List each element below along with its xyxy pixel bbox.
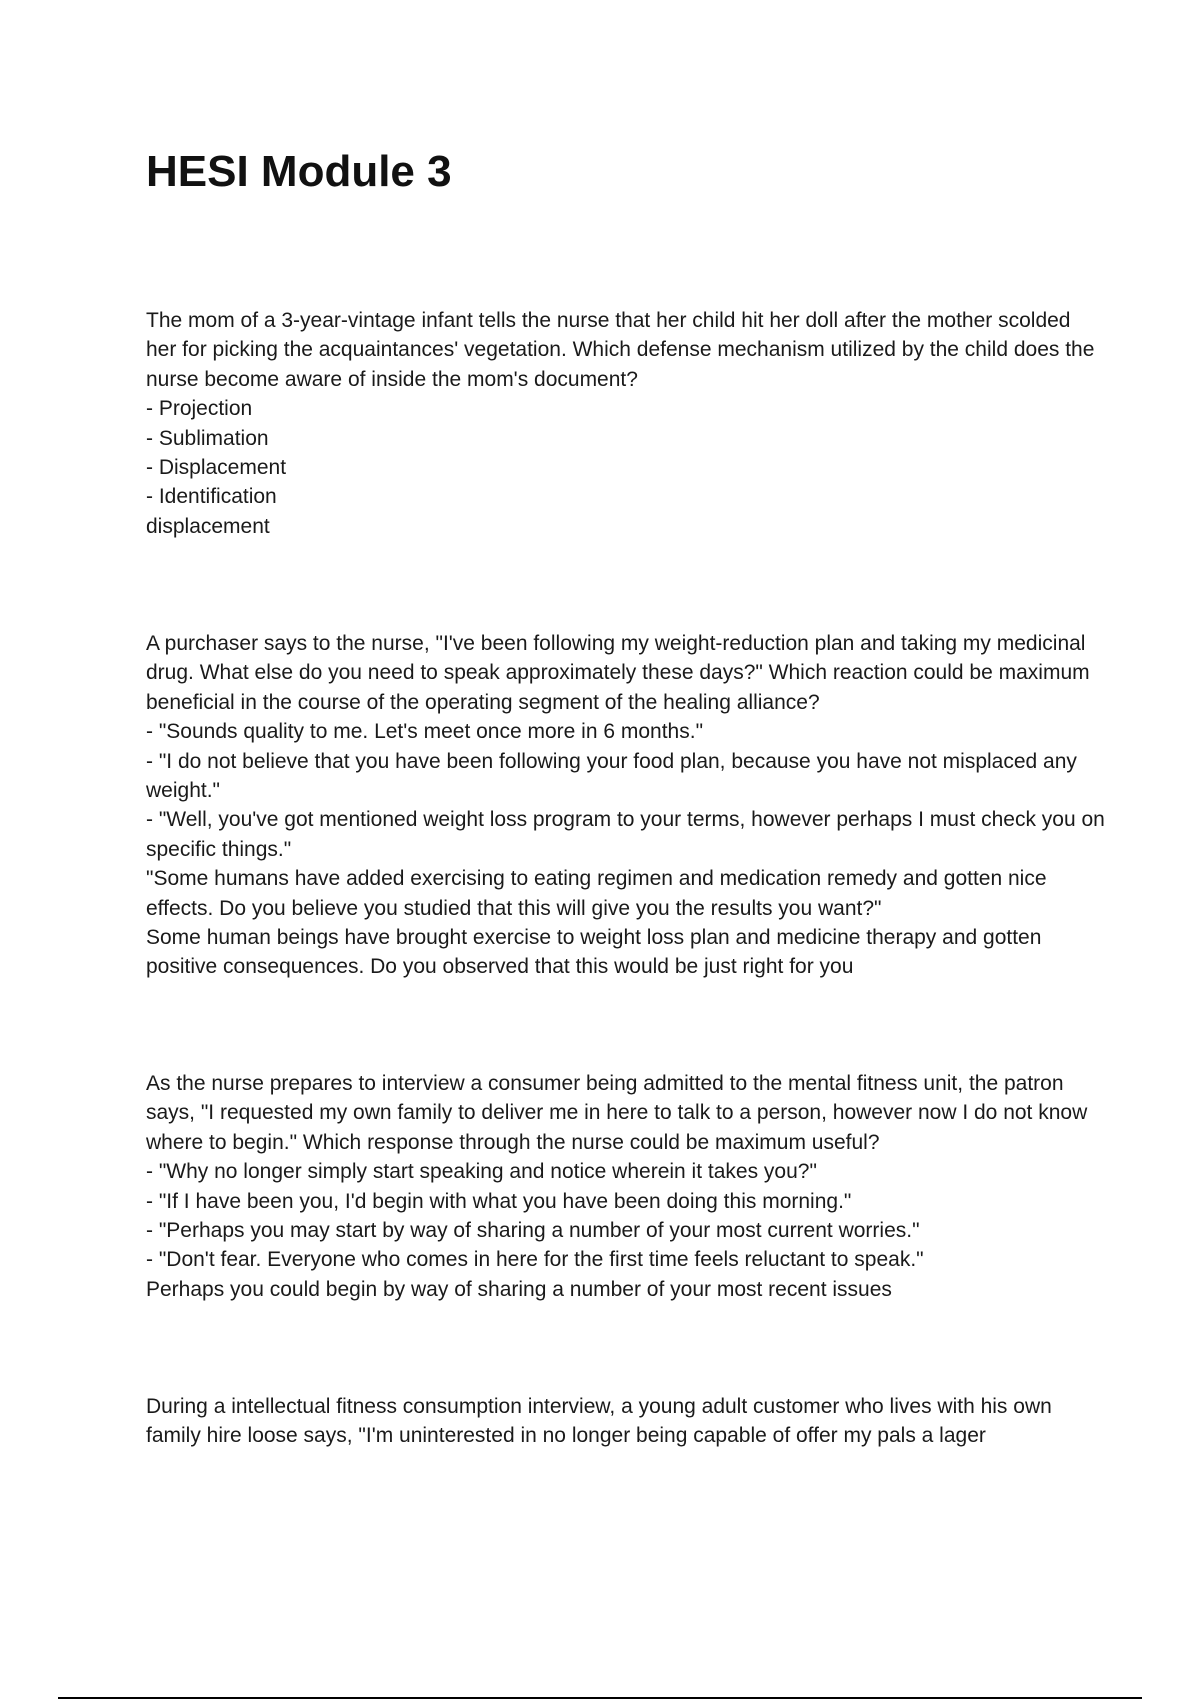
- question-block-2: [146, 629, 1106, 982]
- question-stem: As the nurse prepares to interview a consumer being admitted to the mental fitness unit, the patron says, "I requested my own family to deliver me in here to talk to a person, however now I do not know where to begin." Which response through the nurse could be maximum useful?: [146, 1072, 1088, 1154]
- question-block-1: [146, 306, 1106, 541]
- answer-option: - Displacement: [146, 456, 287, 480]
- correct-answer: displacement: [146, 514, 270, 538]
- answer-option: - "Why no longer simply start speaking and notice wherein it takes you?": [146, 1160, 817, 1184]
- question-stem: A purchaser says to the nurse, "I've been following my weight-reduction plan and taking my medicinal drug. What else do you need to speak approximately these days?" Which reaction could be maximum beneficial in the course of the operating segment of the healing alliance?: [146, 632, 1090, 714]
- answer-option: - Sublimation: [146, 426, 269, 450]
- question-stem: During a intellectual fitness consumption interview, a young adult customer who lives with his own family hire loose says, "I'm uninterested in no longer being capable of offer my pals a lager: [146, 1395, 1052, 1448]
- answer-option: - Projection: [146, 397, 253, 421]
- answer-option: - Identification: [146, 485, 277, 509]
- page-bottom-divider: [58, 1697, 1142, 1699]
- answer-option: - "Well, you've got mentioned weight loss program to your terms, however perhaps I must check you on specific things.": [146, 808, 1105, 861]
- correct-answer: Some human beings have brought exercise to weight loss plan and medicine therapy and gotten positive consequences. Do you observed that this would be just right for you: [146, 926, 1042, 979]
- answer-option: - "If I have been you, I'd begin with what you have been doing this morning.": [146, 1189, 852, 1213]
- question-block-4: [146, 1392, 1106, 1451]
- answer-option: - "Sounds quality to me. Let's meet once more in 6 months.": [146, 720, 704, 744]
- answer-option: "Some humans have added exercising to eating regimen and medication remedy and gotten nice effects. Do you believe you studied that this will give you the results you want?": [146, 867, 1047, 920]
- answer-option: - "Don't fear. Everyone who comes in here for the first time feels reluctant to speak.": [146, 1248, 924, 1272]
- answer-option: - "I do not believe that you have been following your food plan, because you have not misplaced any weight.": [146, 749, 1077, 803]
- answer-option: - "Perhaps you may start by way of sharing a number of your most current worries.": [146, 1219, 920, 1243]
- question-stem: The mom of a 3-year-vintage infant tells the nurse that her child hit her doll after the mother scolded her for picking the acquaintances' vegetation. Which defense mechanism utilized by the child does the nurse become aware of inside the mom's document?: [146, 309, 1095, 391]
- correct-answer: Perhaps you could begin by way of sharing a number of your most recent issues: [146, 1277, 892, 1301]
- page-title: HESI Module 3: [146, 147, 452, 196]
- question-block-3: [146, 1069, 1106, 1304]
